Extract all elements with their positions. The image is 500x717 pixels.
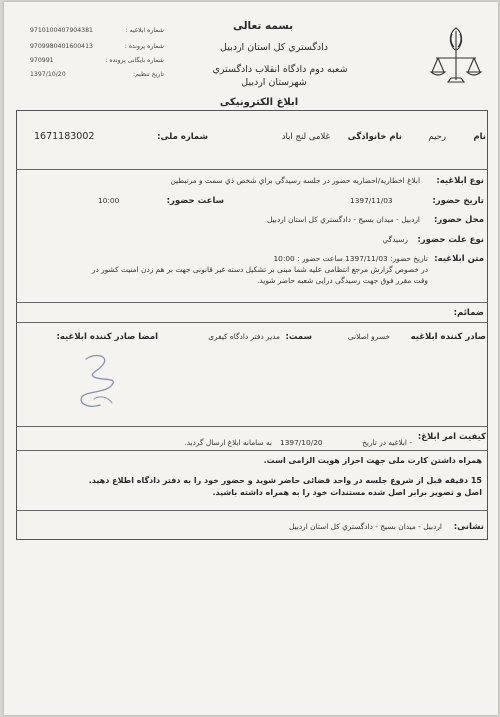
document-title: ابلاغ الكترونيكی [219,97,299,108]
issue-date-label: تاريخ تنظيم: [132,71,164,78]
archive-number-value: 970991 [30,57,54,64]
case-number-value: 9709980401600413 [30,43,93,50]
address-value: اردبيل - ميدان بسيج - دادگستري كل استان اردبيل [288,522,442,531]
issuer-role-value: مدير دفتر دادگاه كيفری [208,332,280,341]
notice-text-line-2: در خصوص گزارش مرجع انتظامی عليه شما مبنی بر تشكيل دسته غير قانونی جهت بر هم زدن امنيت كشور در [91,265,428,274]
appearance-date-label: تاريخ حضور: [432,196,484,206]
case-number-label: شماره پرونده : [124,43,164,50]
divider [16,322,488,323]
delivery-value: - ابلاغيه در تاريخ [362,438,412,447]
notice-text-line-3: وقت مقرر فوق جهت رسيدگی درايی شعبه حاضر شويد. [257,276,428,285]
appearance-time-label: ساعت حضور: [166,196,224,206]
name-value: رحيم [428,132,446,142]
scales-of-justice-icon [428,22,484,88]
appearance-place-label: محل حضور: [433,215,484,225]
issuer-role-label: سمت: [285,332,312,342]
archive-number-label: شماره بايگانی پرونده : [105,57,164,64]
issuer-signature-label: امضا صادر كننده ابلاغيه: [56,332,158,342]
divider [16,302,488,303]
divider [16,169,488,170]
notice-number-label: شماره ابلاغيه : [125,27,164,34]
instruction-1: همراه داشتن كارت ملی جهت احراز هويت الزامی است. [263,456,482,465]
divider [16,426,488,427]
delivery-date: 1397/10/20 [280,438,323,447]
notice-type-label: نوع ابلاغيه: [436,176,484,186]
instruction-2: 15 دقيقه قبل از شروع جلسه در واحد قضائی حاضر شويد و حضور خود را به دفتر دادگاه اطلاع دهيد. [88,476,482,485]
instruction-3: اصل و تصوير برابر اصل شده مستندات خود را به همراه داشته باشيد. [212,488,482,497]
court-line-1: دادگستري كل استان اردبيل [220,42,328,53]
notice-type-value: ابلاغ اخطاريه/احضاريه حضور در جلسه رسيدگي براي شخص ذي سمت و مرتبطين [170,176,420,185]
issuer-label: صادر كننده ابلاغيه [410,332,486,342]
divider [16,510,488,511]
name-label: نام [473,132,486,142]
court-line-2: شعبه دوم دادگاه انقلاب دادگستري [212,64,348,75]
national-id-value: 1671183002 [34,131,95,142]
family-value: غلامی لنج اباد [281,132,330,142]
appearance-reason-label: نوع علت حضور: [417,235,484,245]
court-line-3: شهرستان اردبيل [241,77,307,88]
basmala: بسمه تعالی [232,20,294,32]
appearance-place-value: اردبيل - ميدان بسيج - دادگستري كل استان اردبيل [266,215,420,224]
handwritten-signature [64,347,144,419]
national-id-label: شماره ملی: [157,132,208,142]
notice-number-value: 9710100407904381 [30,27,93,34]
notice-text-label: متن ابلاغيه: [434,254,484,264]
issuer-name: خسرو اصلانی [347,332,390,341]
appearance-date-value: 1397/11/03 [350,196,393,205]
divider [16,450,488,451]
family-label: نام خانوادگی [347,132,402,142]
notice-text-line-1: تاريخ حضور: 1397/11/03 ساعت حضور : 10:00 [273,254,428,263]
address-label: نشانی: [453,522,484,532]
appearance-reason-value: رسيدگي [382,235,408,244]
delivery-rest: به سامانه ابلاغ ارسال گرديد. [184,438,272,447]
document-page [4,2,498,715]
attachments-label: ضمائم: [453,308,484,318]
delivery-label: كيفيت امر ابلاغ: [417,432,486,442]
appearance-time-value: 10:00 [98,196,120,205]
issue-date-value: 1397/10/20 [30,71,66,78]
